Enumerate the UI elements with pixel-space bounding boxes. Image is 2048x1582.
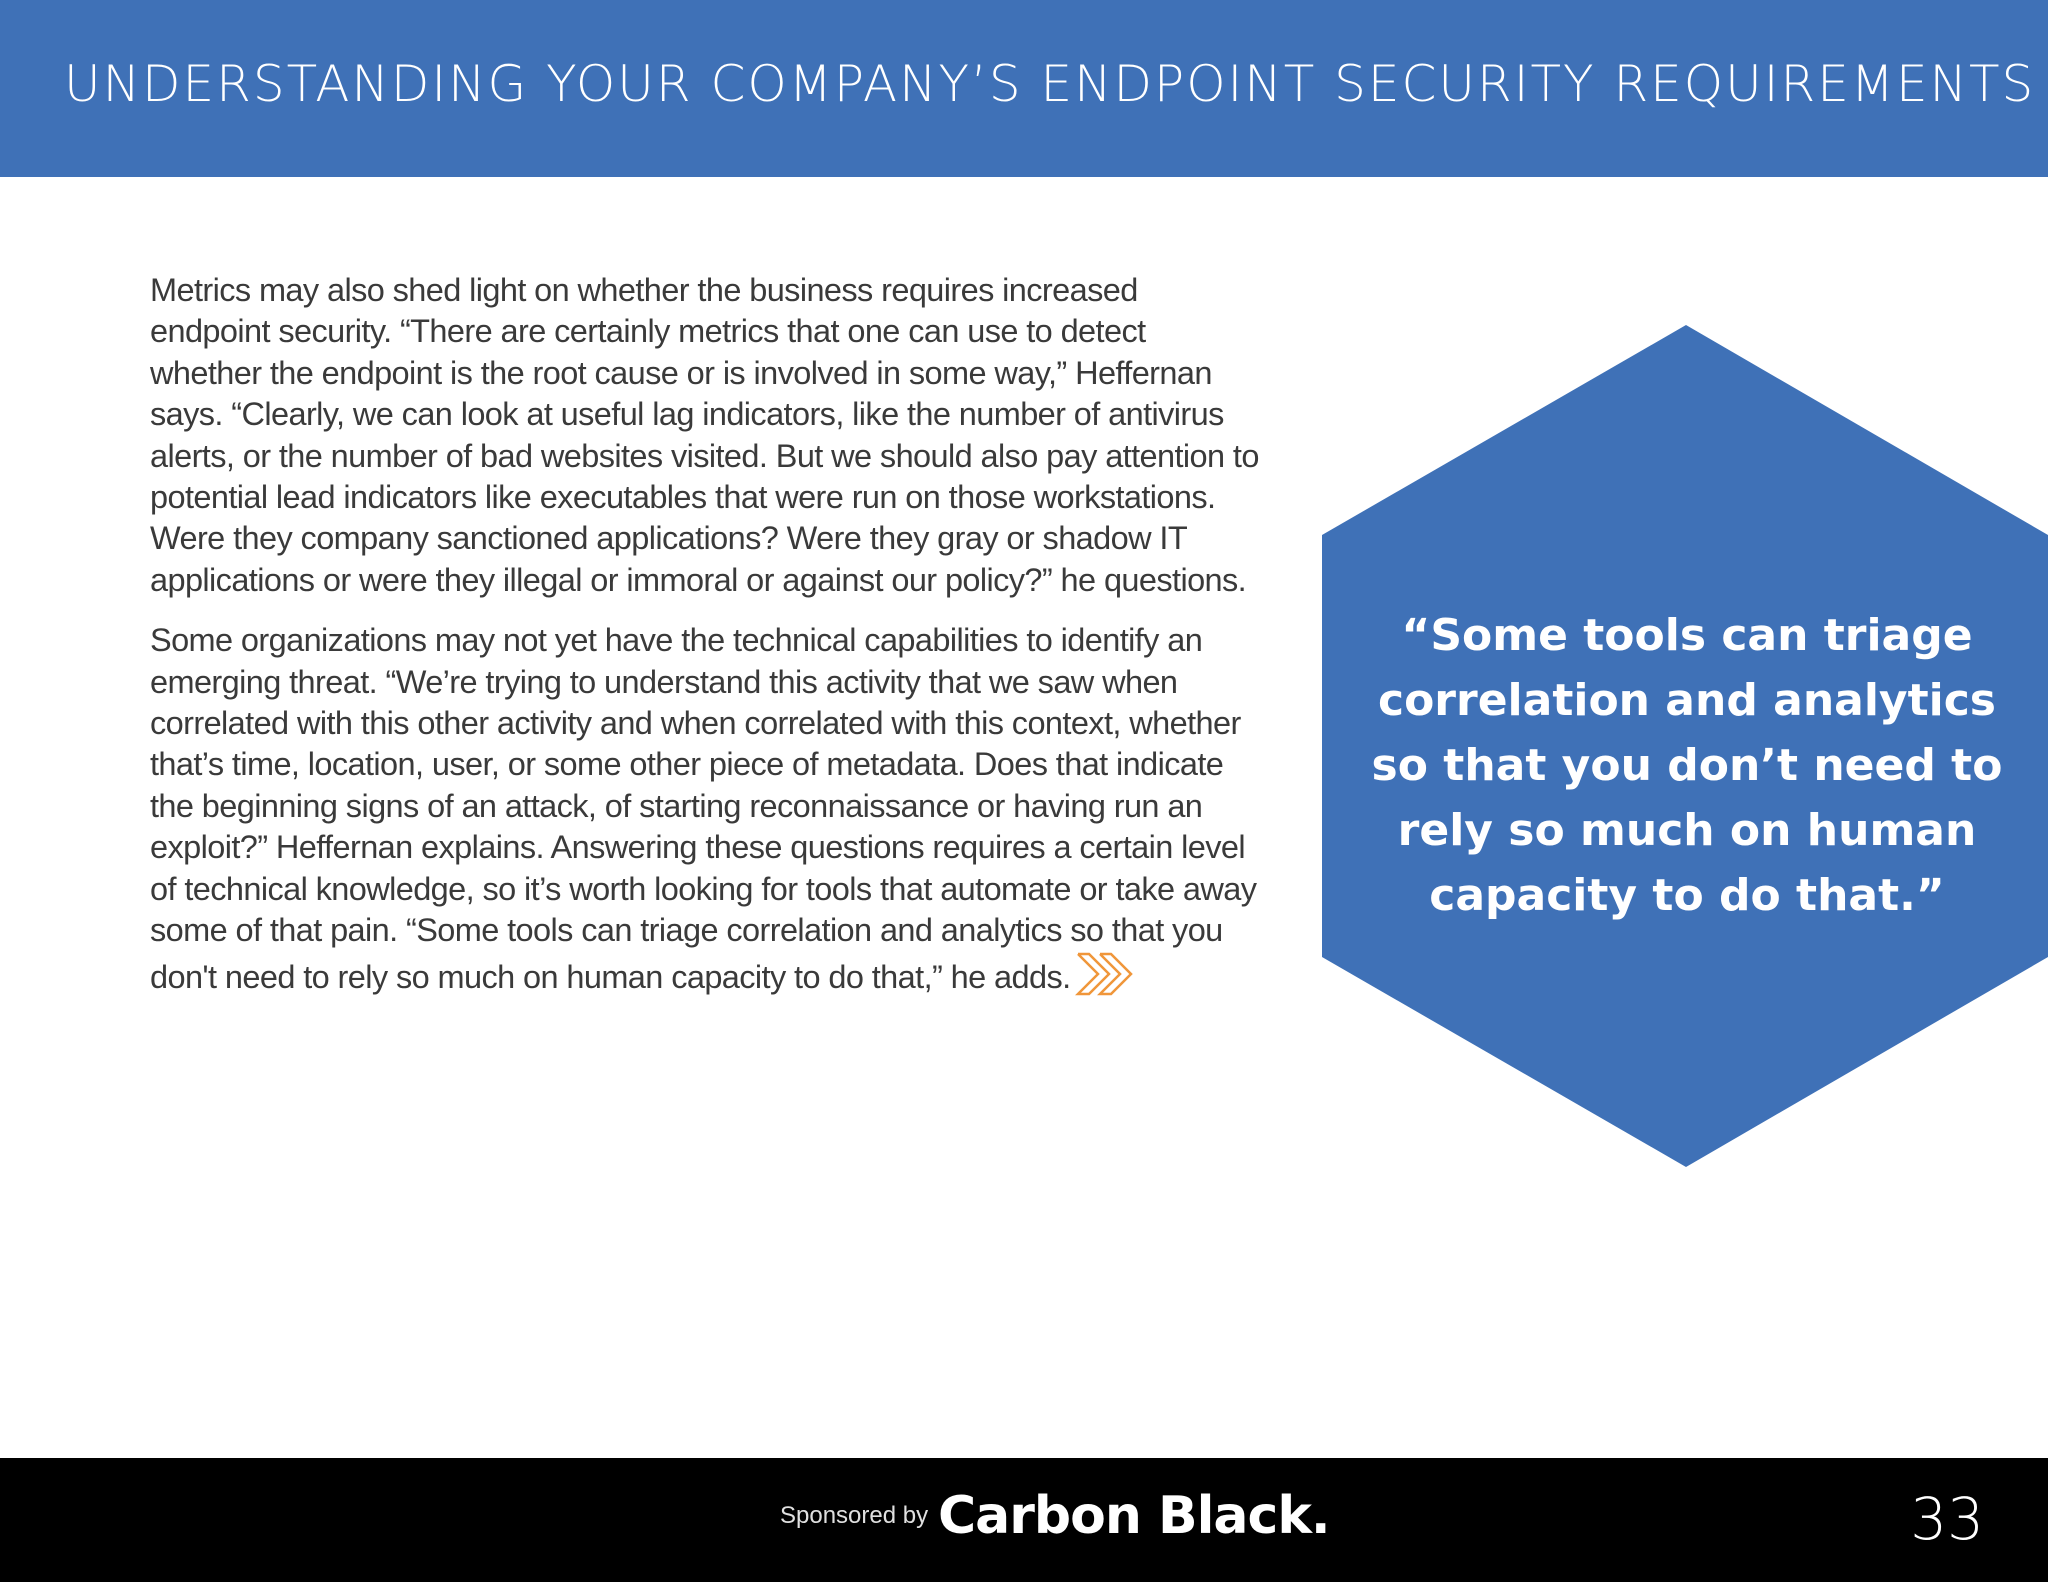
article-paragraph-1-text: Metrics may also shed light on whether the business requires increased endpoint security. “There are certainly metrics that one can use to detect whether the endpoint is the root cause or is involved in some way,” Heffernan says. “Clearly, we can look at useful lag indicators, like the number of antivirus alerts, or the number of bad websites visited. But we should also pay attention to potential lead indicators like executables that were run on those workstations. Were they company sanctioned applications? Were they gray or shadow IT applications or were they illegal or immoral or against our policy?” he questions.	[150, 272, 1259, 598]
page-title: UNDERSTANDING YOUR COMPANY’S ENDPOINT SECURITY REQUIREMENTS	[64, 55, 2036, 113]
article-paragraph-2-text: Some organizations may not yet have the technical capabilities to identify an emerging threat. “We’re trying to understand this activity that we saw when correlated with this other activity and when correlated with this context, whether that’s time, location, user, or some other piece of metadata. Does that indicate the beginning signs of an attack, of starting reconnaissance or having run an exploit?” Heffernan explains. Answering these questions requires a certain level of technical knowledge, so it’s worth looking for tools that automate or take away some of that pain. “Some tools can triage correlation and analytics so that you don't need to rely so much on human capacity to do that,” he adds.	[150, 622, 1257, 995]
page-number: 33	[1910, 1485, 1984, 1553]
header-bar	[0, 0, 2048, 177]
sponsored-label: Sponsored by	[780, 1502, 929, 1529]
article-body	[150, 270, 1260, 1025]
article-paragraph-2	[150, 620, 1260, 1006]
sponsor-logo: Carbon Black.	[938, 1486, 1330, 1546]
article-paragraph-1	[150, 270, 1260, 601]
pull-quote: “Some tools can triage correlation and analytics so that you don’t need to rely so much on human capacity to do that.”	[1371, 610, 2003, 921]
double-chevron-right-icon	[1075, 952, 1137, 1006]
